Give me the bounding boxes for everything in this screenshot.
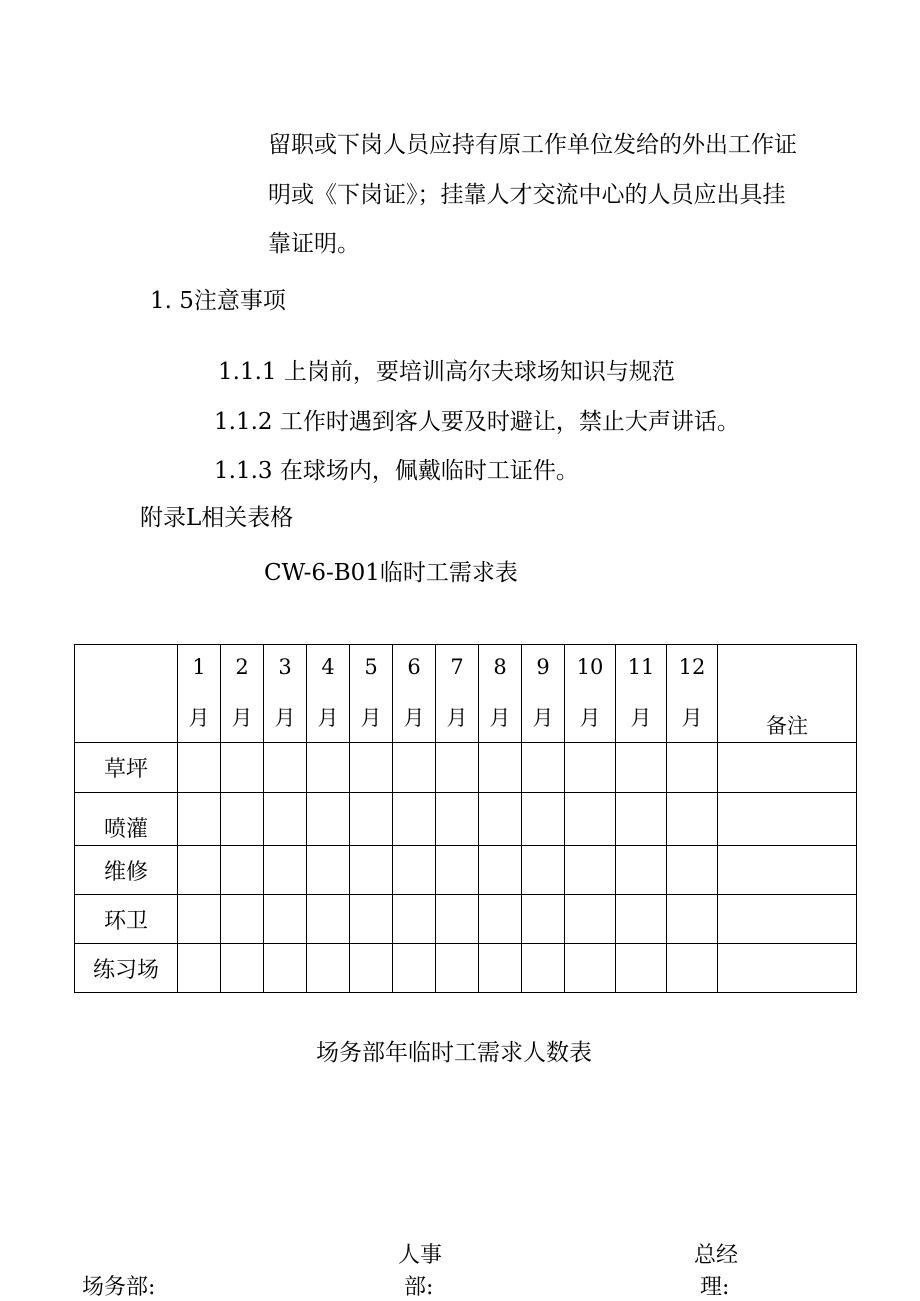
- item-1-1-3: 1.1.3 在球场内，佩戴临时工证件。: [214, 458, 579, 484]
- table-header-row: [75, 645, 857, 743]
- table-cell: [221, 895, 264, 944]
- table-cell: [350, 944, 393, 993]
- month-unit: 月: [681, 706, 703, 730]
- note-cell: [718, 944, 857, 993]
- table-cell: [522, 743, 565, 793]
- month-header-11: [616, 645, 667, 743]
- table-cell: [221, 743, 264, 793]
- table-cell: [307, 743, 350, 793]
- month-header-5: [350, 645, 393, 743]
- table-cell: [307, 846, 350, 895]
- table-cell: [178, 743, 221, 793]
- month-number: 9: [536, 655, 550, 679]
- month-unit: 月: [489, 706, 511, 730]
- row-label-sanitation: 环卫: [75, 895, 178, 944]
- table-cell: [178, 846, 221, 895]
- table-cell: [264, 895, 307, 944]
- table-cell: [393, 743, 436, 793]
- note-cell: [718, 895, 857, 944]
- table-cell: [307, 895, 350, 944]
- table-cell: [565, 846, 616, 895]
- table-cell: [522, 846, 565, 895]
- month-header-12: [667, 645, 718, 743]
- item-1-1-2: 1.1.2 工作时遇到客人要及时避让，禁止大声讲话。: [214, 409, 740, 435]
- table-cell: [667, 793, 718, 846]
- table-cell: [264, 846, 307, 895]
- table-row: [75, 846, 857, 895]
- table-cell: [350, 793, 393, 846]
- item-1-1-1: 1.1.1 上岗前，要培训高尔夫球场知识与规范: [218, 359, 675, 385]
- table-cell: [479, 944, 522, 993]
- table-cell: [616, 944, 667, 993]
- month-header-1: [178, 645, 221, 743]
- table-cell: [307, 793, 350, 846]
- month-header-10: [565, 645, 616, 743]
- table-cell: [393, 846, 436, 895]
- table-cell: [393, 793, 436, 846]
- table-cell: [307, 944, 350, 993]
- row-label-lawn: 草坪: [75, 743, 178, 793]
- month-number: 7: [450, 655, 464, 679]
- table-cell: [436, 944, 479, 993]
- table-cell: [436, 743, 479, 793]
- month-header-3: [264, 645, 307, 743]
- table-cell: [616, 846, 667, 895]
- table-cell: [667, 743, 718, 793]
- month-unit: 月: [446, 706, 468, 730]
- month-header-8: [479, 645, 522, 743]
- signature-gm-line2: 理:: [700, 1275, 730, 1300]
- table-cell: [616, 793, 667, 846]
- requirement-table: [74, 644, 857, 993]
- month-unit: 月: [579, 706, 601, 730]
- table-footer-title: 场务部年临时工需求人数表: [316, 1040, 592, 1066]
- month-number: 1: [192, 655, 206, 679]
- requirement-table-container: [74, 644, 857, 993]
- month-number: 8: [493, 655, 507, 679]
- table-cell: [393, 895, 436, 944]
- paragraph-line-3: 靠证明。: [268, 231, 360, 257]
- month-number: 10: [576, 655, 604, 679]
- month-unit: 月: [231, 706, 253, 730]
- note-cell: [718, 793, 857, 846]
- table-cell: [479, 895, 522, 944]
- table-cell: [667, 895, 718, 944]
- signature-field-dept: 场务部:: [82, 1275, 156, 1300]
- table-cell: [616, 895, 667, 944]
- paragraph-line-1: 留职或下岗人员应持有原工作单位发给的外出工作证: [268, 132, 797, 158]
- table-cell: [221, 846, 264, 895]
- table-cell: [616, 743, 667, 793]
- table-cell: [178, 793, 221, 846]
- note-cell: [718, 743, 857, 793]
- table-row: [75, 793, 857, 846]
- month-unit: 月: [532, 706, 554, 730]
- signature-gm-line1: 总经: [694, 1243, 739, 1268]
- month-number: 2: [235, 655, 249, 679]
- table-cell: [436, 895, 479, 944]
- month-number: 5: [364, 655, 378, 679]
- table-cell: [667, 944, 718, 993]
- note-header: 备注: [718, 645, 857, 743]
- table-cell: [565, 895, 616, 944]
- table-row: [75, 743, 857, 793]
- section-heading: 1. 5注意事项: [150, 288, 286, 314]
- month-header-4: [307, 645, 350, 743]
- table-cell: [264, 743, 307, 793]
- table-cell: [436, 793, 479, 846]
- table-cell: [350, 846, 393, 895]
- table-cell: [350, 895, 393, 944]
- table-cell: [565, 944, 616, 993]
- month-header-2: [221, 645, 264, 743]
- month-unit: 月: [274, 706, 296, 730]
- month-unit: 月: [360, 706, 382, 730]
- month-unit: 月: [630, 706, 652, 730]
- table-cell: [393, 944, 436, 993]
- month-header-9: [522, 645, 565, 743]
- note-cell: [718, 846, 857, 895]
- table-cell: [350, 743, 393, 793]
- table-cell: [221, 793, 264, 846]
- month-header-7: [436, 645, 479, 743]
- corner-cell: [75, 645, 178, 743]
- row-label-maintenance: 维修: [75, 846, 178, 895]
- table-cell: [436, 846, 479, 895]
- month-unit: 月: [188, 706, 210, 730]
- table-cell: [522, 895, 565, 944]
- table-cell: [479, 743, 522, 793]
- month-number: 4: [321, 655, 335, 679]
- table-cell: [565, 743, 616, 793]
- table-cell: [221, 944, 264, 993]
- table-caption: CW-6-B01临时工需求表: [264, 560, 518, 586]
- table-cell: [178, 895, 221, 944]
- paragraph-line-2: 明或《下岗证》；挂靠人才交流中心的人员应出具挂: [268, 182, 786, 208]
- table-row: [75, 895, 857, 944]
- month-number: 3: [278, 655, 292, 679]
- table-cell: [522, 793, 565, 846]
- table-cell: [264, 944, 307, 993]
- table-cell: [667, 846, 718, 895]
- table-cell: [479, 846, 522, 895]
- month-number: 11: [627, 655, 655, 679]
- table-cell: [479, 793, 522, 846]
- signature-hr-line2: 部:: [404, 1275, 434, 1300]
- month-number: 6: [407, 655, 421, 679]
- appendix-title: 附录L相关表格: [140, 505, 294, 531]
- table-cell: [178, 944, 221, 993]
- month-unit: 月: [403, 706, 425, 730]
- row-label-practice-range: 练习场: [75, 944, 178, 993]
- table-cell: [264, 793, 307, 846]
- table-cell: [565, 793, 616, 846]
- table-cell: [522, 944, 565, 993]
- row-label-irrigation: 喷灌: [75, 793, 178, 846]
- month-number: 12: [678, 655, 706, 679]
- signature-hr-line1: 人事: [398, 1243, 443, 1268]
- table-row: [75, 944, 857, 993]
- month-unit: 月: [317, 706, 339, 730]
- month-header-6: [393, 645, 436, 743]
